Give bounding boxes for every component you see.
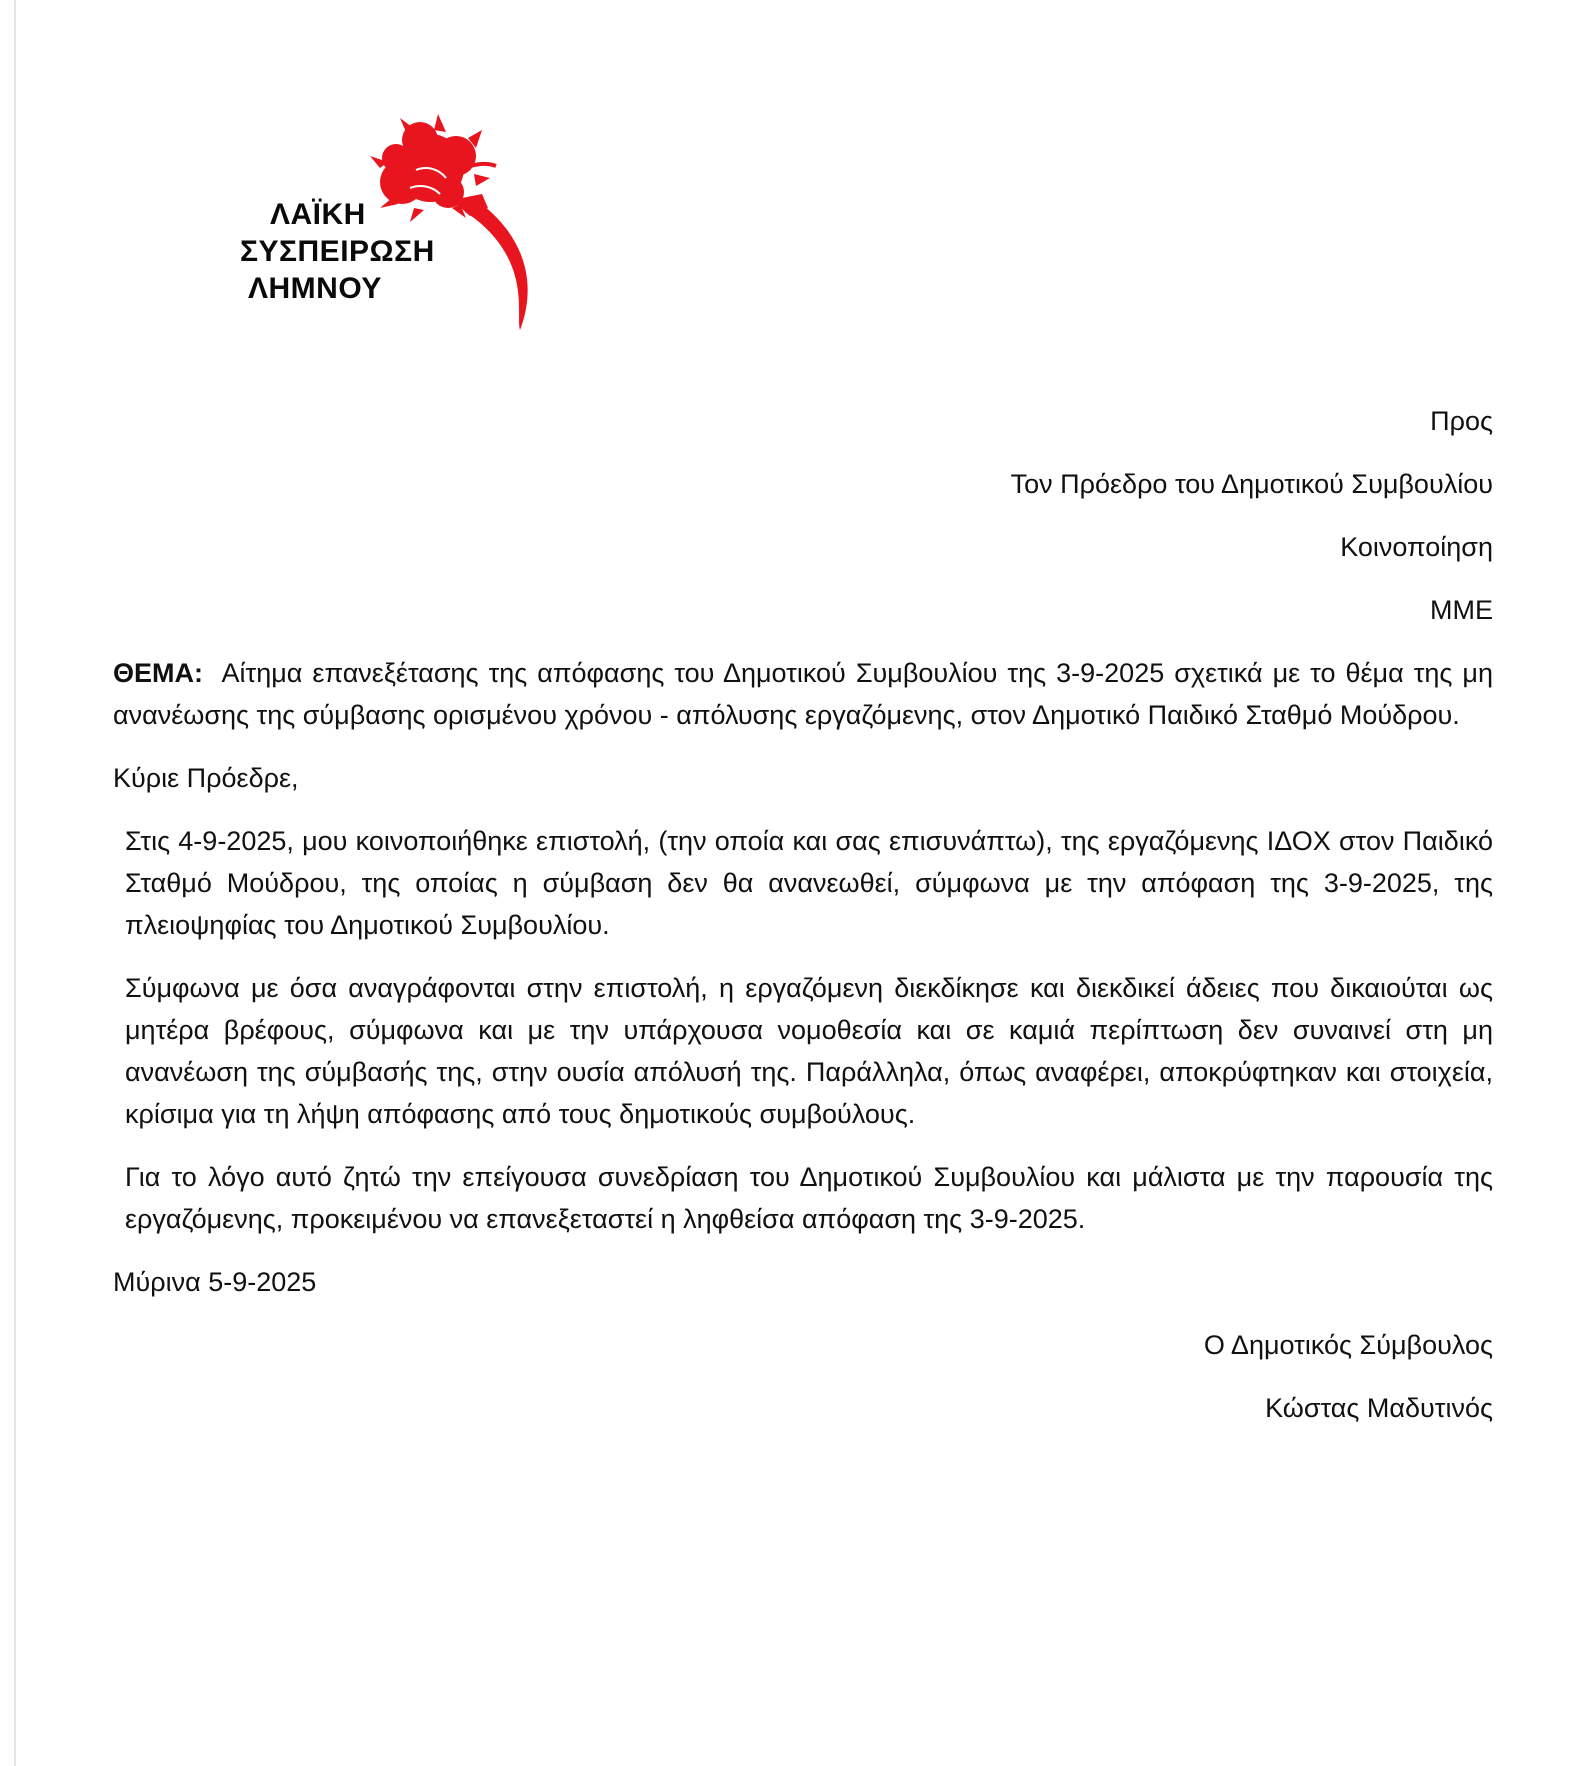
signature-title: Ο Δημοτικός Σύμβουλος <box>1203 1330 1493 1360</box>
logo-text <box>240 196 435 307</box>
salutation: Κύριε Πρόεδρε, <box>113 763 299 793</box>
subject-paragraph <box>113 652 1493 736</box>
party-logo <box>220 108 578 336</box>
body-paragraph-1: Στις 4-9-2025, μου κοινοποιήθηκε επιστολή, (την οποία και σας επισυνάπτω), της εργαζόμενης ΙΔΟΧ στον Παιδικό Σταθμό Μούδρου, της οποίας η σύμβαση δεν θα ανανεωθεί, σύμφωνα με την απόφαση της 3-9-2025, της πλειοψηφίας του Δημοτικού Συμβουλίου. <box>125 826 1493 940</box>
signature-name: Κώστας Μαδυτινός <box>1265 1393 1493 1423</box>
page-edge <box>14 0 16 1766</box>
logo-line-2: ΣΥΣΠΕΙΡΩΣΗ <box>240 235 435 268</box>
logo-line-3: ΛΗΜΝΟΥ <box>248 272 382 305</box>
subject-text: Αίτημα επανεξέτασης της απόφασης του Δημοτικού Συμβουλίου της 3-9-2025 σχετικά με το θέμα της μη ανανέωσης της σύμβασης ορισμένου χρόνου - απόλυσης εργαζόμενης, στον Δημοτικό Παιδικό Σταθμό Μούδρου. <box>113 658 1494 730</box>
recipient-cc-name: ΜΜΕ <box>1430 595 1493 625</box>
letter-body <box>113 400 1493 1450</box>
body-paragraph-2: Σύμφωνα με όσα αναγράφονται στην επιστολή, η εργαζόμενη διεκδίκησε και διεκδικεί άδειες που δικαιούται ως μητέρα βρέφους, σύμφωνα και με την υπάρχουσα νομοθεσία και σε καμιά περίπτωση δεν συναινεί στη μη ανανέωση της σύμβασής της, στην ουσία απόλυσή της. Παράλληλα, όπως αναφέρει, αποκρύφτηκαν και στοιχεία, κρίσιμα για τη λήψη απόφασης από τους δημοτικούς συμβούλους. <box>125 973 1493 1129</box>
recipient-to-label: Προς <box>1430 406 1493 436</box>
recipient-to-name: Τον Πρόεδρο του Δημοτικού Συμβουλίου <box>1010 469 1493 499</box>
subject-label: ΘΕΜΑ: <box>113 658 203 688</box>
logo-line-1: ΛΑΪΚΗ <box>270 198 366 231</box>
body-paragraph-3: Για το λόγο αυτό ζητώ την επείγουσα συνεδρίαση του Δημοτικού Συμβουλίου και μάλιστα με την παρουσία της εργαζόμενης, προκειμένου να επανεξεταστεί η ληφθείσα απόφαση της 3-9-2025. <box>125 1162 1493 1234</box>
recipient-cc-label: Κοινοποίηση <box>1340 532 1493 562</box>
place-date: Μύρινα 5-9-2025 <box>113 1267 317 1297</box>
